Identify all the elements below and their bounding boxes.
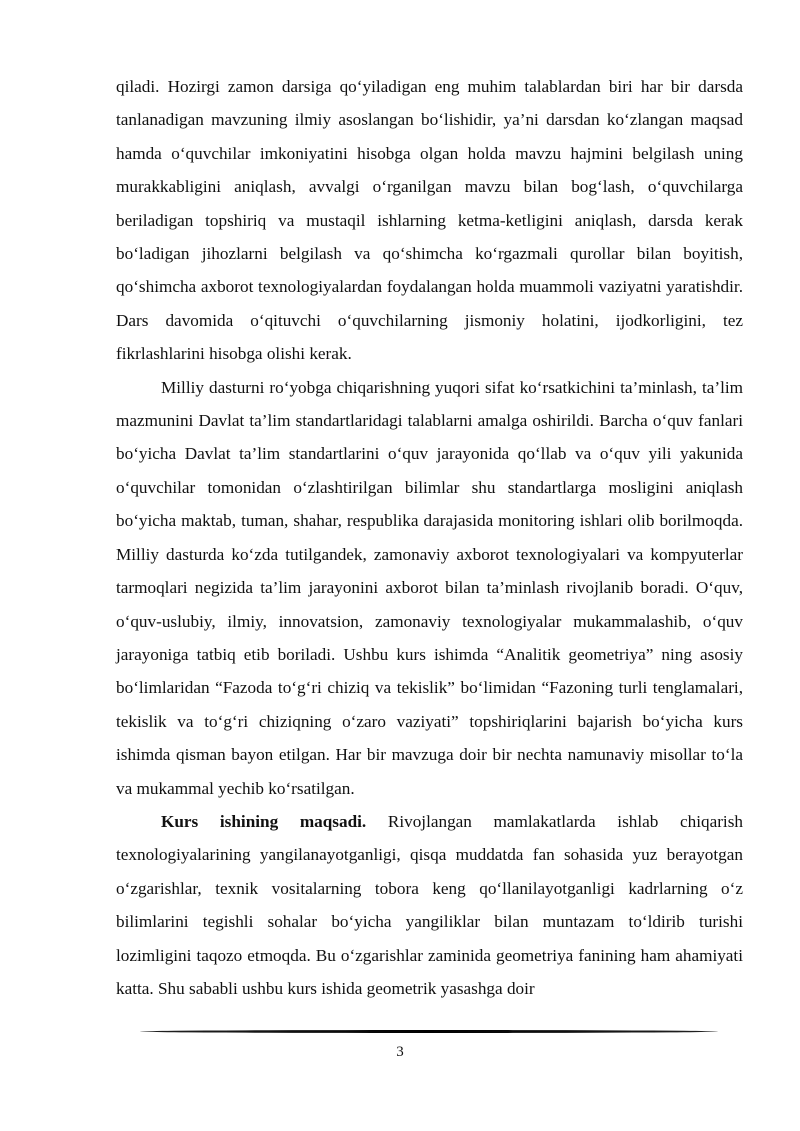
paragraph-1 (116, 70, 743, 371)
paragraph-3-text: Rivojlangan mamlakatlarda ishlab chiqarish texnologiyalarining yangilanayotganligi, qisqa muddatda fan sohasida yuz berayotgan o‘zgarishlar, texnik vositalarning tobora keng qo‘llanilayotganligi kadrlarning o‘z bilimlarini tegishli sohalar bo‘yicha yangiliklar bilan muntazam to‘ldirib turishi lozimligini taqozo etmoqda. Bu o‘zgarishlar zaminida geometriya fanining ham ahamiyati katta. Shu sababli ushbu kurs ishida geometrik yasashga doir (116, 811, 743, 998)
paragraph-2-text: Milliy dasturni ro‘yobga chiqarishning yuqori sifat ko‘rsatkichini ta’minlash, ta’lim mazmunini Davlat ta’lim standartlaridagi talablarni amalga oshirildi. Barcha o‘quv fanlari bo‘yicha Davlat ta’lim standartlarini o‘quv jarayonida qo‘llab va o‘quv yili yakunida o‘quvchilar tomonidan o‘zlashtirilgan bilimlar shu standartlarga mosligini aniqlash bo‘yicha maktab, tuman, shahar, respublika darajasida monitoring ishlari olib borilmoqda. Milliy dasturda ko‘zda tutilgandek, zamonaviy axborot texnologiyalari va kompyuterlar tarmoqlari negizida ta’lim jarayonini axborot bilan ta’minlash rivojlanib boradi. O‘quv, o‘quv-uslubiy, ilmiy, innovatsion, zamonaviy texnologiyalar mukammalashib, o‘quv jarayoniga tatbiq etib boriladi. Ushbu kurs ishimda “Analitik geometriya” ning asosiy bo‘limlaridan “Fazoda to‘g‘ri chiziq va tekislik” bo‘limidan “Fazoning turli tenglamalari, tekislik va to‘g‘ri chiziqning o‘zaro vaziyati” topshiriqlarini bajarish bo‘yicha kurs ishimda qisman bayon etilgan. Har bir mavzuga doir bir nechta namunaviy misollar to‘la va mukammal yechib ko‘rsatilgan. (116, 377, 743, 798)
section-heading-kurs-maqsadi: Kurs ishining maqsadi. (161, 811, 367, 831)
page-body (116, 70, 743, 1005)
paragraph-2 (116, 371, 743, 805)
paragraph-3 (116, 805, 743, 1005)
page-number: 3 (396, 1044, 404, 1060)
paragraph-1-text: qiladi. Hozirgi zamon darsiga qo‘yiladigan eng muhim talablardan biri har bir darsda tanlanadigan mavzuning ilmiy asoslangan bo‘lishidir, ya’ni darsdan ko‘zlangan maqsad hamda o‘quvchilar imkoniyatini hisobga olgan holda mavzu hajmini belgilash uning murakkabligini aniqlash, avvalgi o‘rganilgan mavzu bilan bog‘lash, o‘quvchilarga beriladigan topshiriq va mustaqil ishlarning ketma-ketligini aniqlash, darsda kerak bo‘ladigan jihozlarni belgilash va qo‘shimcha ko‘rgazmali qurollar bilan boyitish, qo‘shimcha axborot texnologiyalardan foydalangan holda muammoli vaziyatni yaratishdir. Dars davomida o‘qituvchi o‘quvchilarning jismoniy holatini, ijodkorligini, tez fikrlashlarini hisobga olishi kerak. (116, 77, 743, 364)
footer-divider (140, 1030, 718, 1033)
